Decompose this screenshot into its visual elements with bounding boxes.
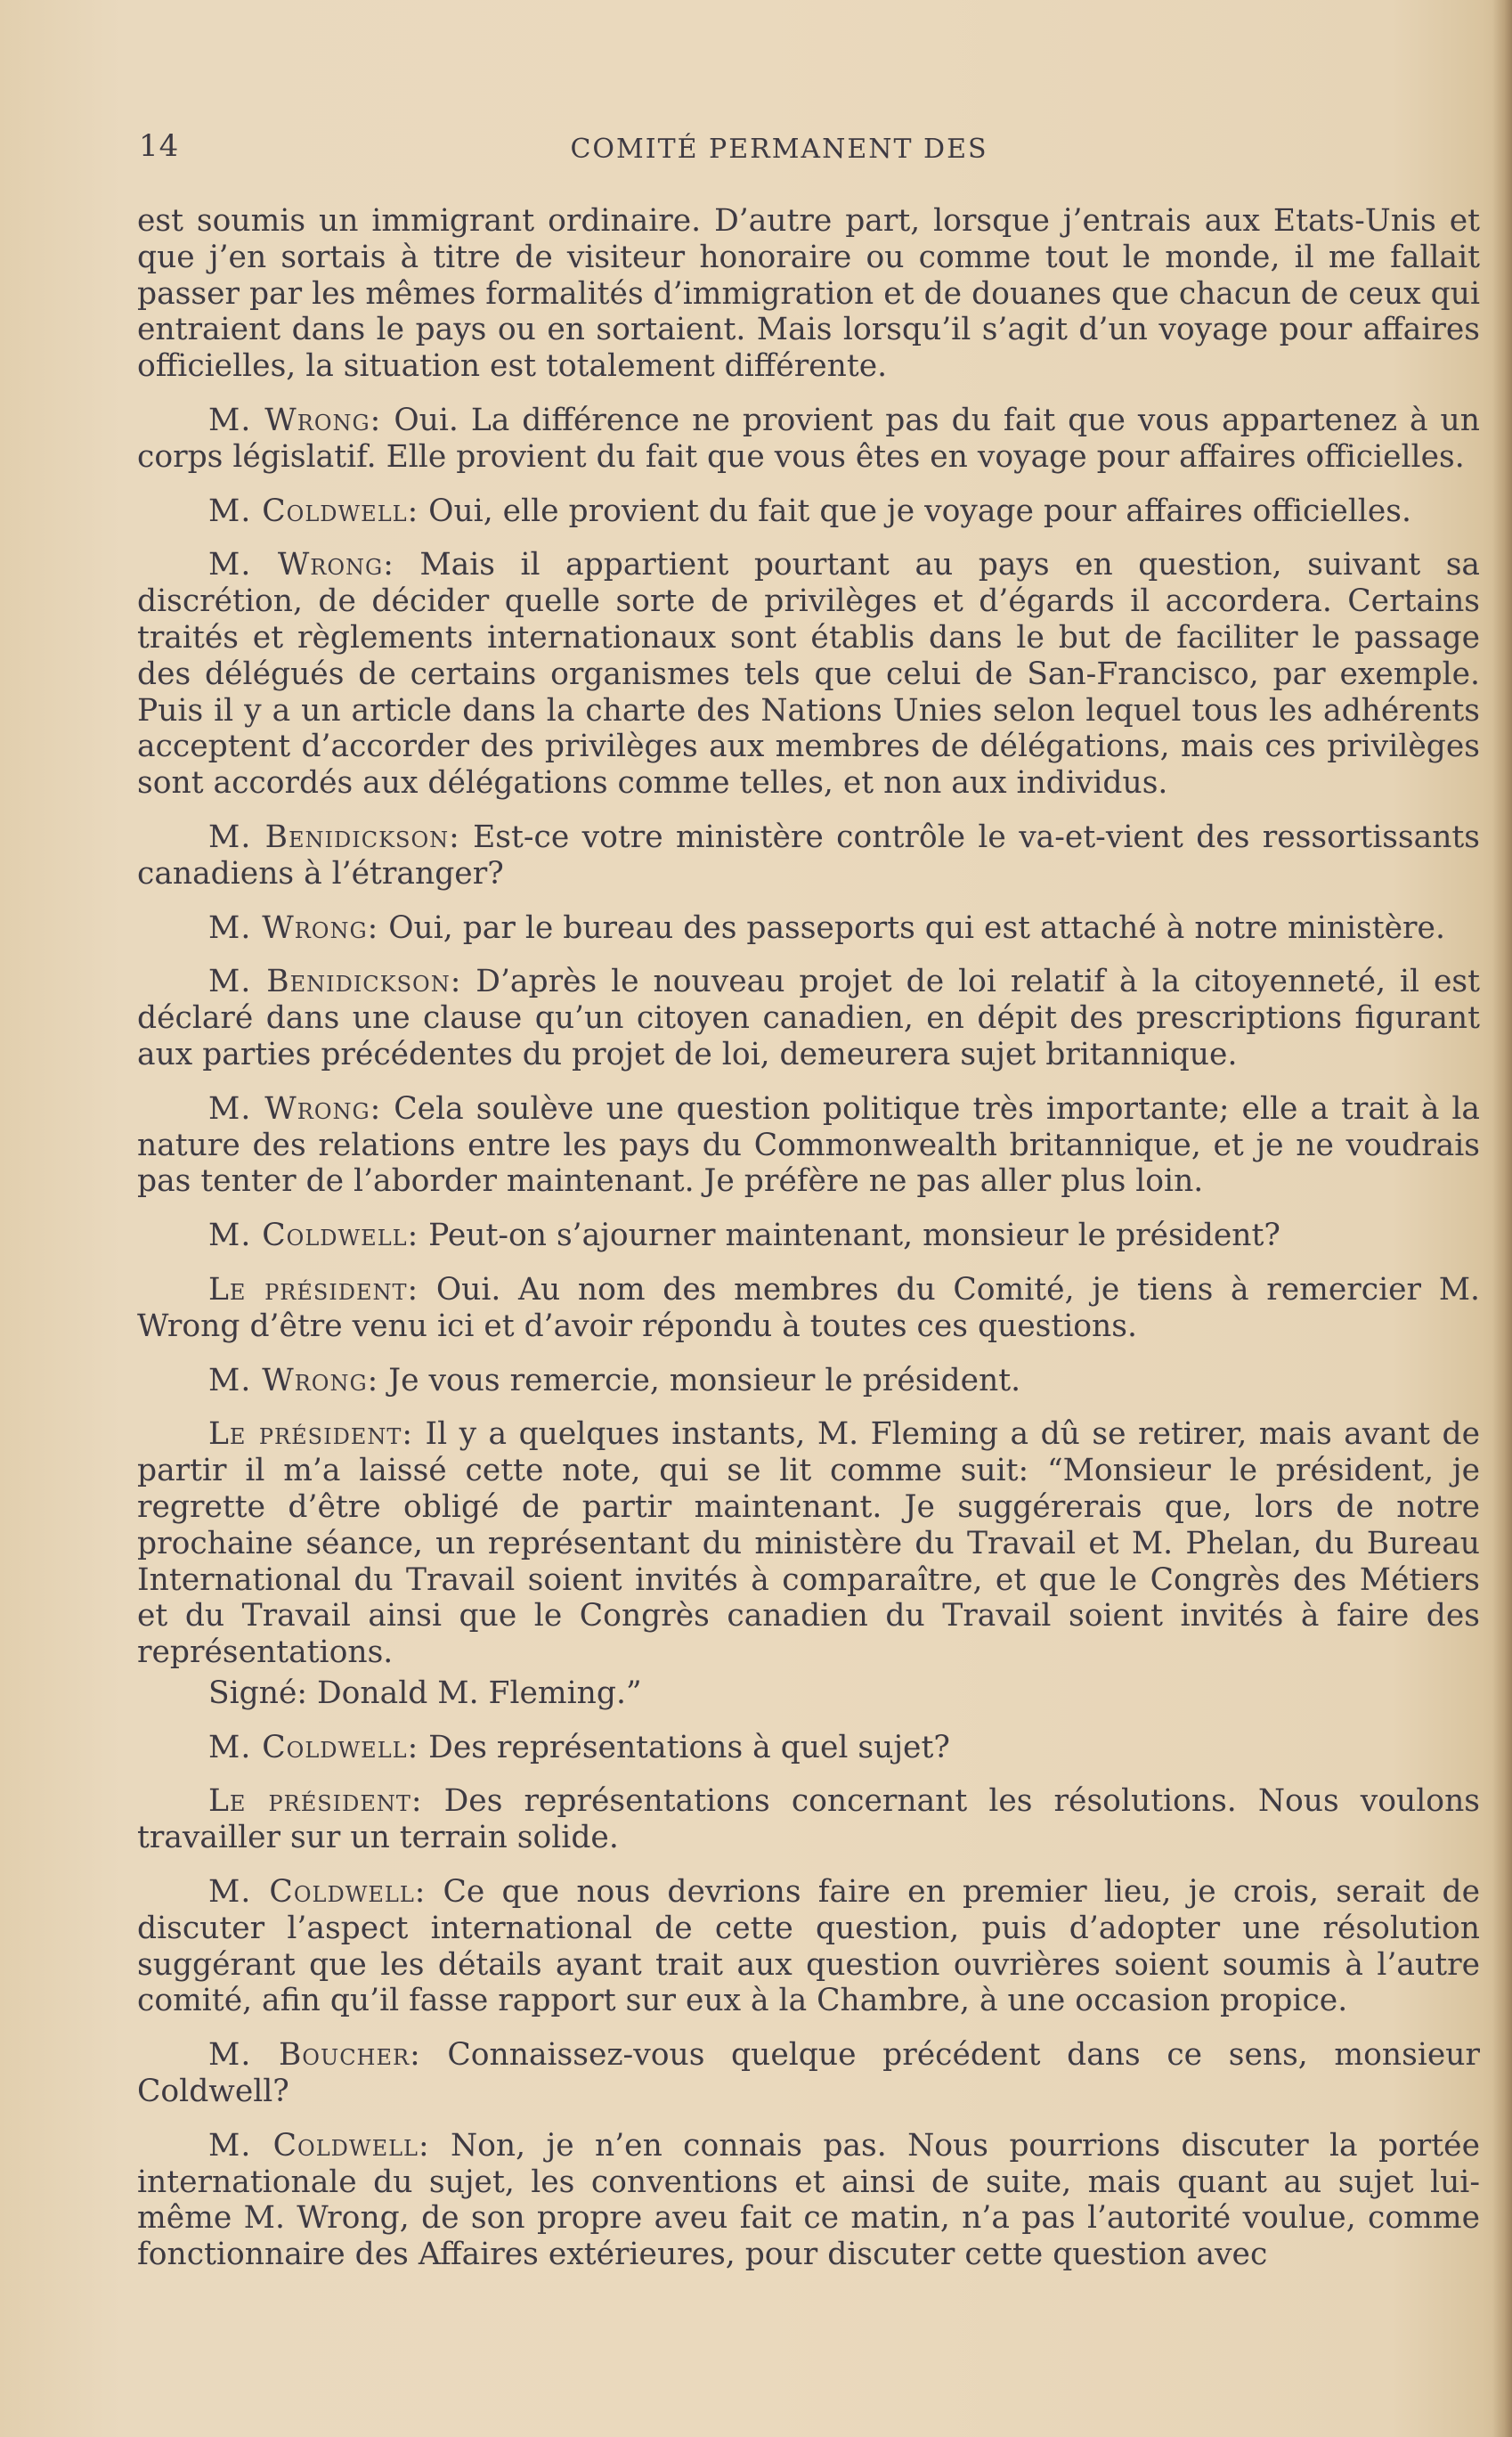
speaker-name: M. Benidickson: bbox=[208, 819, 460, 855]
paragraph-text: Cela soulève une question politique très importante; elle a trait à la nature des relations entre les pays du Commonwealth britannique, et je ne voudrais pas tenter de l’aborder maintenant. Je préfère ne pas aller plus loin. bbox=[137, 1090, 1480, 1200]
paragraph bbox=[137, 964, 1480, 1072]
paragraph-text: Peut-on s’ajourner maintenant, monsieur le président? bbox=[419, 1218, 1280, 1254]
speaker-name: Le président: bbox=[208, 1783, 423, 1820]
paragraph-text: est soumis un immigrant ordinaire. D’autre part, lorsque j’entrais aux Etats-Unis et que j’en sortais à titre de visiteur honoraire ou comme tout le monde, il me fallait passer par les mêmes formalités d’immigration et de douanes que chacun de ceux qui entraient dans le pays ou en sortaient. Mais lorsqu’il s’agit d’un voyage pour affaires officielles, la situation est totalement différente. bbox=[137, 203, 1480, 385]
paragraph bbox=[137, 2128, 1480, 2273]
paragraph bbox=[137, 819, 1480, 892]
paragraph-text: Il y a quelques instants, M. Fleming a dû se retirer, mais avant de partir il m’a laissé cette note, qui se lit comme suit: “Monsieur le président, je regrette d’être obligé de partir maintenant. Je suggérerais que, lors de notre prochaine séance, un représentant du ministère du Travail et M. Phelan, du Bureau International du Travail soient invités à comparaître, et que le Congrès des Métiers et du Travail ainsi que le Congrès canadien du Travail soient invités à faire des représentations. bbox=[137, 1416, 1480, 1671]
paragraph-text: Oui, elle provient du fait que je voyage pour affaires officielles. bbox=[419, 493, 1411, 529]
speaker-name: M. Coldwell: bbox=[208, 2127, 430, 2164]
page-edge-shadow bbox=[1492, 0, 1512, 2437]
speaker-name: M. Coldwell: bbox=[208, 1729, 419, 1765]
paragraph bbox=[137, 203, 1480, 385]
speaker-name: M. Coldwell: bbox=[208, 1218, 419, 1254]
speaker-name: M. Wrong: bbox=[208, 1362, 379, 1398]
paragraph bbox=[137, 1416, 1480, 1671]
paragraph bbox=[137, 1730, 1480, 1766]
paragraph bbox=[137, 2037, 1480, 2110]
paragraph-text: Des représentations à quel sujet? bbox=[419, 1729, 950, 1765]
paragraph bbox=[137, 1874, 1480, 2019]
paragraph-text: Est-ce votre ministère contrôle le va-et-vient des ressortissants canadiens à l’étranger? bbox=[137, 819, 1480, 892]
paragraph bbox=[137, 1272, 1480, 1345]
paragraph-text: Oui. Au nom des membres du Comité, je tiens à remercier M. Wrong d’être venu ici et d’avoir répondu à toutes ces questions. bbox=[137, 1271, 1480, 1344]
paragraph bbox=[137, 1783, 1480, 1856]
paragraph-text: Oui. La différence ne provient pas du fait que vous appartenez à un corps législatif. Elle provient du fait que vous êtes en voyage pour affaires officielles. bbox=[137, 402, 1480, 475]
page-number: 14 bbox=[139, 128, 180, 164]
paragraph-text: Je vous remercie, monsieur le président. bbox=[378, 1362, 1021, 1398]
speaker-name: M. Boucher: bbox=[208, 2037, 421, 2074]
paragraph bbox=[137, 547, 1480, 802]
speaker-name: M. Benidickson: bbox=[208, 964, 462, 1000]
paragraph bbox=[137, 403, 1480, 476]
running-head: COMITÉ PERMANENT DES bbox=[570, 134, 988, 165]
paragraph bbox=[137, 910, 1480, 947]
paragraph-text: D’après le nouveau projet de loi relatif à la citoyenneté, il est déclaré dans une clause qu’un citoyen canadien, en dépit des prescriptions figurant aux parties précédentes du projet de loi, demeurera sujet britannique. bbox=[137, 964, 1481, 1072]
signature-line bbox=[137, 1675, 1480, 1712]
paragraph-text: Oui, par le bureau des passeports qui est attaché à notre ministère. bbox=[378, 909, 1445, 946]
body-text bbox=[137, 203, 1480, 2291]
speaker-name: M. Coldwell: bbox=[208, 1874, 427, 1911]
speaker-name: M. Wrong: bbox=[208, 402, 382, 438]
paragraph bbox=[137, 493, 1480, 530]
paragraph bbox=[137, 1091, 1480, 1200]
speaker-name: M. Wrong: bbox=[208, 909, 379, 946]
speaker-name: M. Wrong: bbox=[208, 1090, 382, 1127]
speaker-name: M. Coldwell: bbox=[208, 493, 419, 529]
speaker-name: M. Wrong: bbox=[208, 547, 394, 583]
paragraph bbox=[137, 1218, 1480, 1254]
paragraph-text: Des représentations concernant les résolutions. Nous voulons travailler sur un terrain solide. bbox=[137, 1783, 1480, 1856]
page-header bbox=[134, 125, 1469, 178]
paragraph-text: Connaissez-vous quelque précédent dans ce sens, monsieur Coldwell? bbox=[137, 2037, 1480, 2110]
paragraph bbox=[137, 1363, 1480, 1399]
speaker-name: Le président: bbox=[208, 1416, 413, 1453]
paragraph-text: Mais il appartient pourtant au pays en question, suivant sa discrétion, de décider quelle sorte de privilèges et d’égards il accordera. Certains traités et règlements internationaux sont établis dans le but de faciliter le passage des délégués de certains organismes tels que celui de San-Francisco, par exemple. Puis il y a un article dans la charte des Nations Unies selon lequel tous les adhérents acceptent d’accorder des privilèges aux membres de délégations, mais ces privilèges sont accordés aux délégations comme telles, et non aux individus. bbox=[137, 547, 1480, 802]
paragraph-text: Ce que nous devrions faire en premier lieu, je crois, serait de discuter l’aspect international de cette question, puis d’adopter une résolution suggérant que les détails ayant trait aux question ouvrières soient soumis à l’autre comité, afin qu’il fasse rapport sur eux à la Chambre, à une occasion propice. bbox=[137, 1874, 1480, 2019]
speaker-name: Le président: bbox=[208, 1271, 419, 1308]
paragraph-text: Signé: Donald M. Fleming.” bbox=[208, 1675, 642, 1711]
paragraph-text: Non, je n’en connais pas. Nous pourrions discuter la portée internationale du sujet, les conventions et ainsi de suite, mais quant au sujet lui-même M. Wrong, de son propre aveu fait ce matin, n’a pas l’autorité voulue, comme fonctionnaire des Affaires extérieures, pour discuter cette question avec bbox=[137, 2127, 1480, 2273]
